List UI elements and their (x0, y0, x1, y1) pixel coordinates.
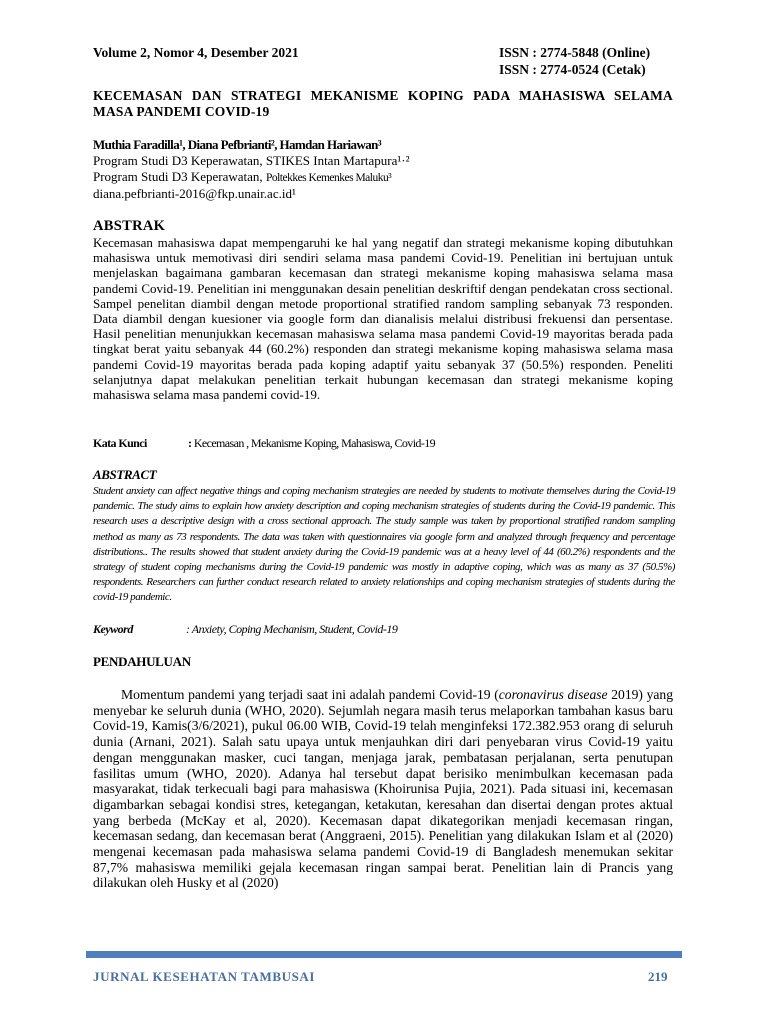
footer-divider (86, 951, 682, 958)
keyword-label: Keyword (93, 622, 133, 636)
issn-print: ISSN : 2774-0524 (Cetak) (499, 62, 646, 77)
abstrak-heading: ABSTRAK (93, 218, 166, 234)
intro-text-start: Momentum pandemi yang terjadi saat ini adalah pandemi Covid-19 ( (121, 687, 499, 702)
kata-kunci (93, 436, 673, 451)
issn-online: ISSN : 2774-5848 (Online) (499, 45, 651, 60)
abstract-heading: ABSTRACT (93, 467, 157, 482)
author-names: Muthia Faradilla¹, Diana Pefbrianti², Hamdan Hariawan³ (93, 137, 382, 152)
intro-text-rest: 2019) yang menyebar ke seluruh dunia (WHO, 2020). Sejumlah negara masih terus melaporkan tambahan kasus baru Covid-19, Kamis(3/6/2021), pukul 06.00 WIB, Covid-19 telah menginfeksi 172.382.953 orang di seluruh dunia (Arnani, 2021). Salah satu upaya untuk menjauhkan diri dari penyebaran virus Covid-19 yaitu dengan menggunakan masker, cuci tangan, menjaga jarak, pembatasan perjalanan, serta penutupan fasilitas umum (WHO, 2020). Adanya hal tersebut dapat berisiko menimbulkan kecemasan pada masyarakat, tidak terkecuali bagi para mahasiswa (Khoirunisa Pujia, 2021). Pada situasi ini, kecemasan digambarkan sebagai kondisi stres, ketegangan, ketakutan, keresahan dan disertai dengan protes aktual yang berbeda (McKay et al, 2020). Kecemasan dapat dikategorikan menjadi kecemasan ringan, kecemasan sedang, dan kecemasan berat (Anggraeni, 2015). Penelitian yang dilakukan Islam et al (2020) mengenai kecemasan pada mahasiswa selama pandemi Covid-19 di Bangladesh menemukan sekitar 87,7% mahasiswa memiliki gejala kecemasan ringan sampai berat. Penelitian lain di Prancis yang dilakukan oleh Husky et al (2020) (93, 687, 673, 891)
issn-block (499, 44, 650, 78)
keyword-values: : Anxiety, Coping Mechanism, Student, Covid-19 (186, 622, 398, 636)
affiliation-2 (93, 169, 673, 186)
volume-info: Volume 2, Nomor 4, Desember 2021 (93, 45, 299, 60)
article-title: KECEMASAN DAN STRATEGI MEKANISME KOPING PADA MAHASISWA SELAMA MASA PANDEMI COVID-19 (93, 88, 673, 119)
pendahuluan-heading: PENDAHULUAN (93, 654, 191, 669)
abstract-text: Student anxiety can affect negative things and coping mechanism strategies are needed by students to motivate themselves during the Covid-19 pandemic. The study aims to explain how anxiety description and coping mechanism strategies of students during the Covid-19 pandemic. This research uses a descriptive design with a cross sectional approach. The study sample was taken by proportional stratified random sampling method as many as 73 respondents. The data was taken with questionnaires via google form and analyzed through frequency and percentage distributions.. The results showed that student anxiety during the Covid-19 pandemic was at a heavy level of 44 (60.2%) respondents and the strategy of student coping mechanisms during the Covid-19 pandemic was mostly in adaptive coping, which was as many as 37 (50.5%) respondents. Researchers can further conduct research related to anxiety relationships and coping mechanism strategies of students during the covid-19 pandemic. (93, 485, 675, 604)
affiliation-2-prefix: Program Studi D3 Keperawatan, (93, 169, 266, 184)
page-number: 219 (648, 969, 668, 984)
journal-name: JURNAL KESEHATAN TAMBUSAI (93, 969, 316, 984)
abstrak-text: Kecemasan mahasiswa dapat mempengaruhi ke hal yang negatif dan strategi mekanisme koping dibutuhkan mahasiswa untuk memotivasi diri sendiri selama masa pandemi Covid-19. Penelitian ini bertujuan untuk menjelaskan bagaimana gambaran kecemasan dan strategi mekanisme koping mahasiswa selama masa pandemi Covid-19. Penelitian ini menggunakan desain penelitian deskriftif dengan pendekatan cross sectional. Sampel penelitan diambil dengan metode proportional stratified random sampling sebanyak 73 responden. Data diambil dengan kuesioner via google form dan dianalisis melalui distribusi frekuensi dan persentase. Hasil penelitian menunjukkan kecemasan mahasiswa selama masa pandemi Covid-19 mayoritas berada pada tingkat berat yaitu sebanyak 44 (60.2%) responden dan strategi mekanisme koping mahasiswa selama masa pandemi Covid-19 mayoritas berada pada koping adaptif yaitu sebanyak 37 (50.5%) responden. Peneliti selanjutnya dapat melakukan penelitian terkait hubungan kecemasan dan strategi mekanisme koping mahasiswa selama masa pandemi covid-19. (93, 235, 673, 403)
author-block (93, 137, 673, 202)
affiliation-1: Program Studi D3 Keperawatan, STIKES Intan Martapura¹·² (93, 153, 410, 168)
kata-kunci-label: Kata Kunci (93, 436, 147, 450)
keyword-line (93, 622, 673, 637)
affiliation-2-institution: Poltekkes Kemenkes Maluku³ (265, 172, 392, 184)
kata-kunci-values: Kecemasan , Mekanisme Koping, Mahasiswa, Covid-19 (193, 436, 436, 450)
author-email[interactable]: diana.pefbrianti-2016@fkp.unair.ac.id¹ (93, 186, 296, 201)
pendahuluan-text (93, 687, 673, 891)
kata-kunci-colon: : (188, 436, 192, 450)
intro-text-italic: coronavirus disease (498, 687, 608, 702)
